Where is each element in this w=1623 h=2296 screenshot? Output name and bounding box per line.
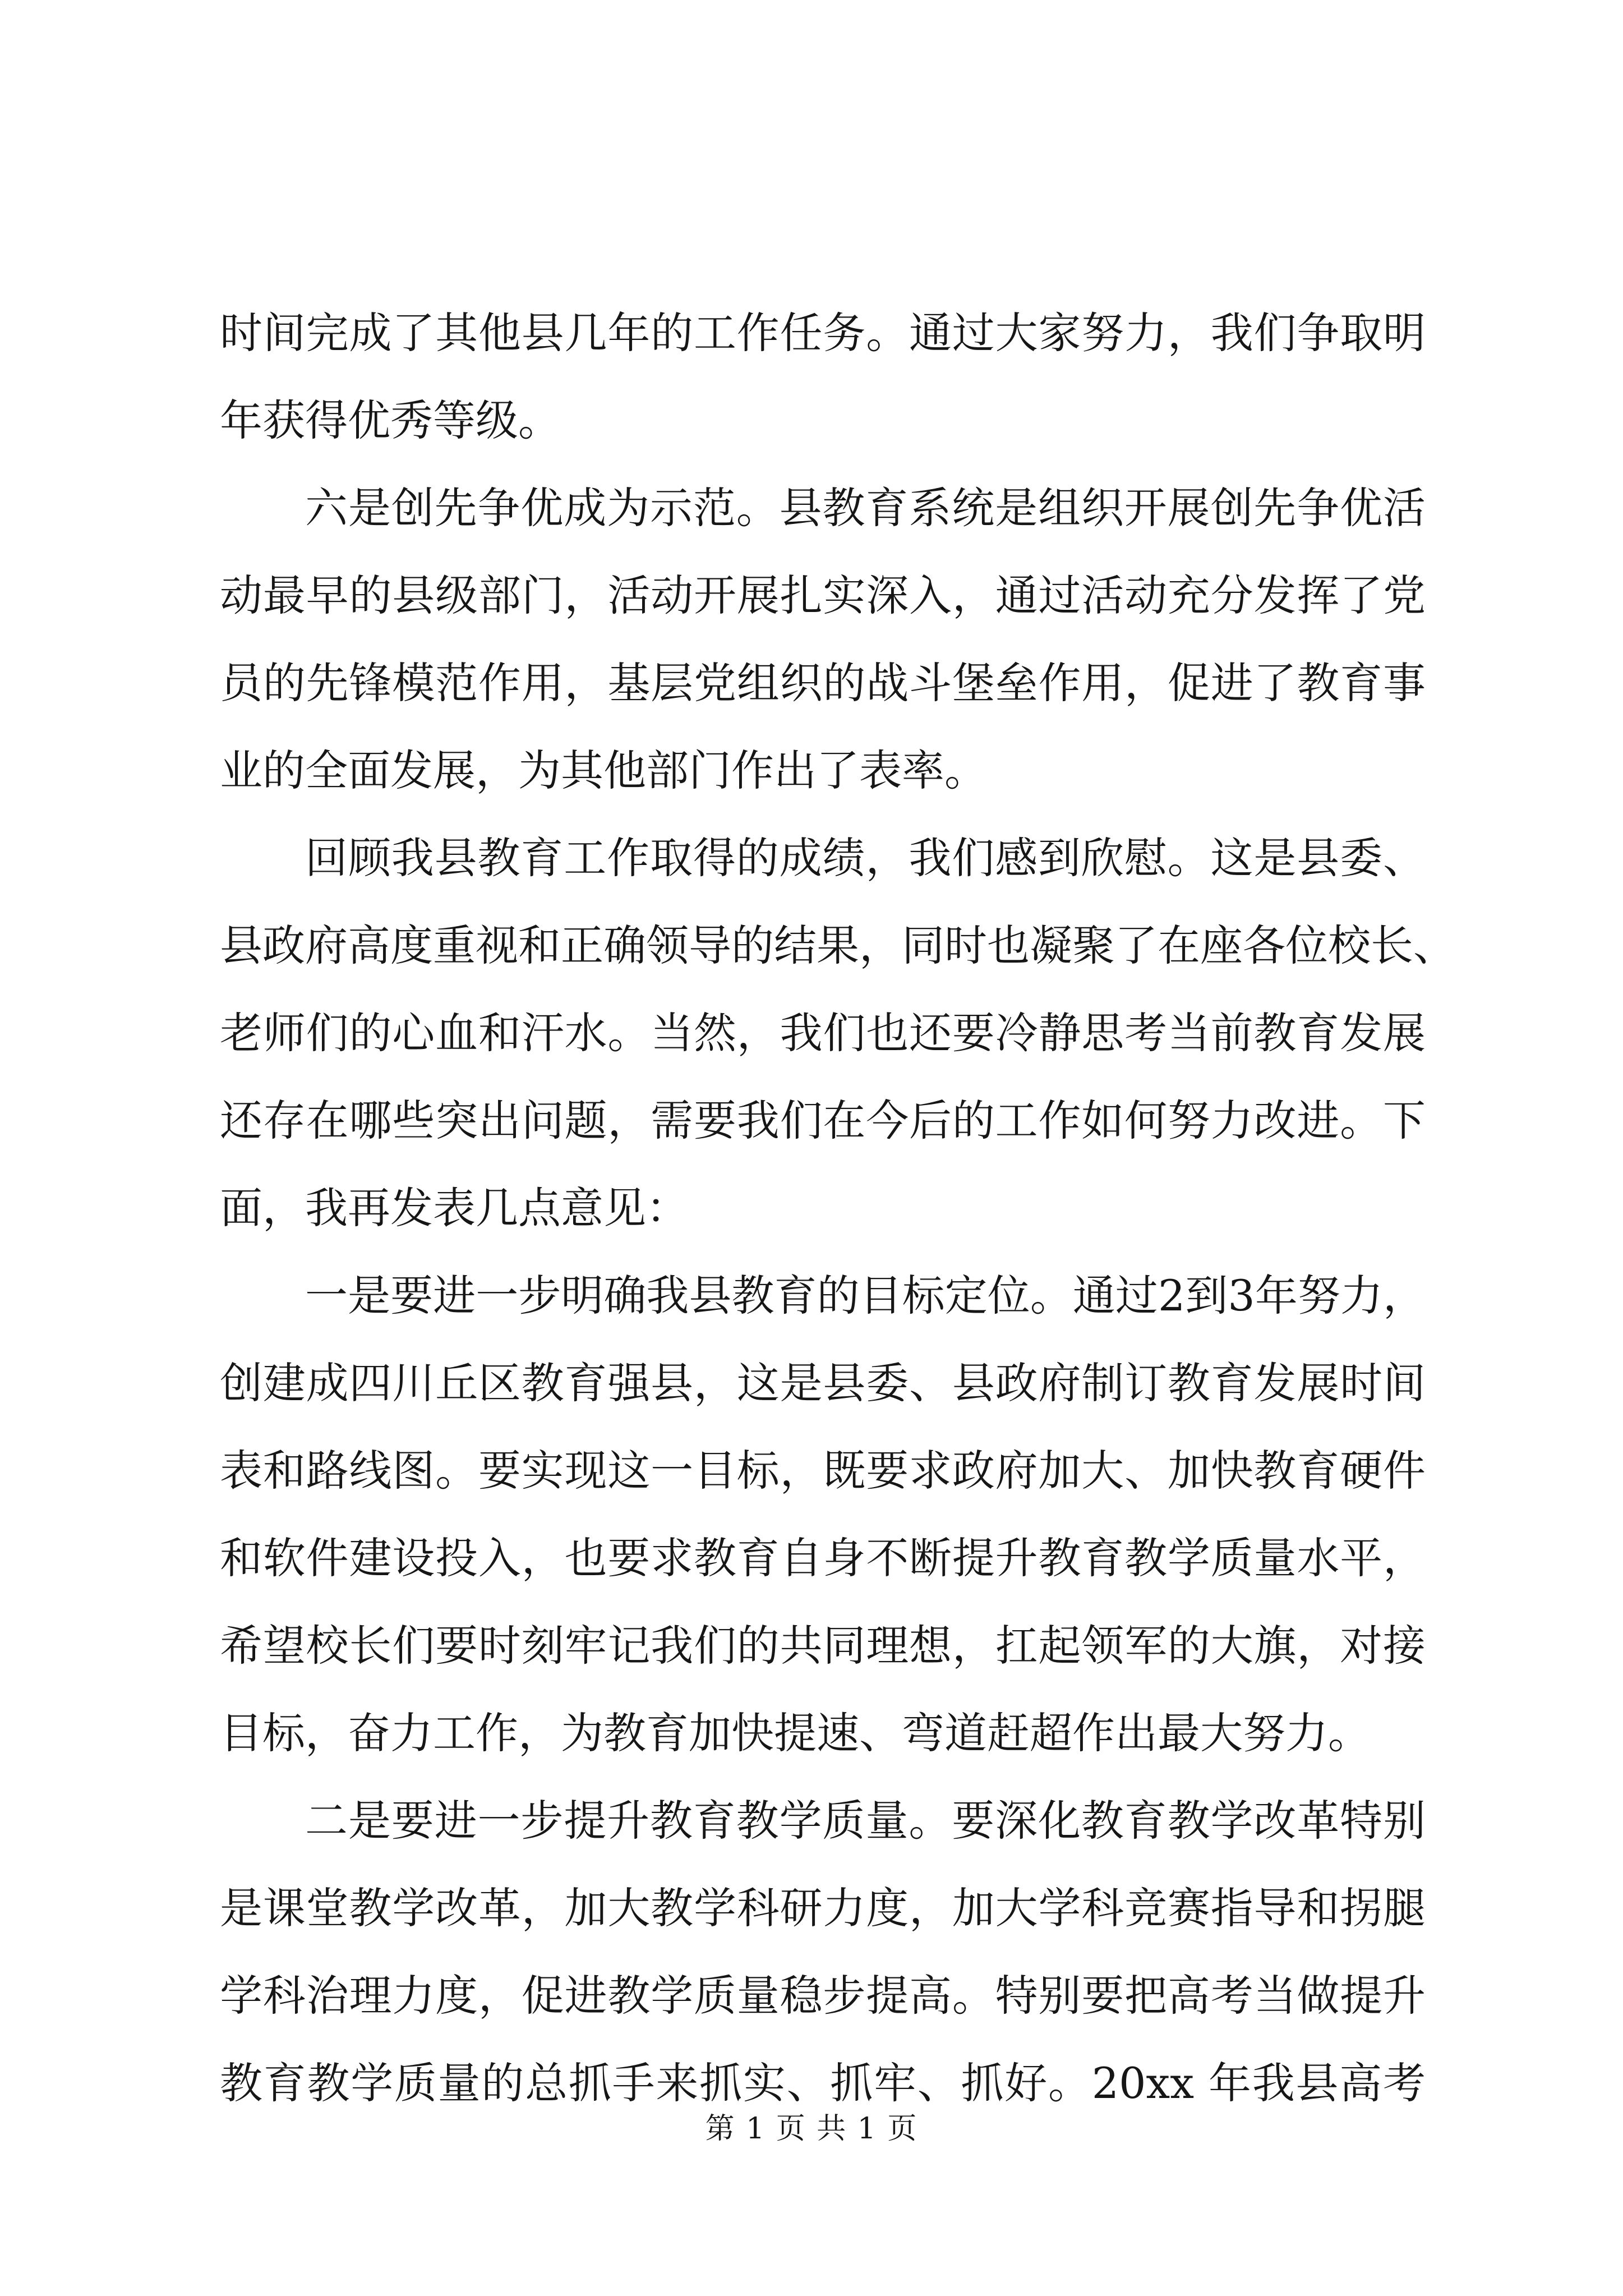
text-line: 是课堂教学改革，加大教学科研力度，加大学科竞赛指导和拐腿 <box>220 1883 1426 1933</box>
text-line: 和软件建设投入，也要求教育自身不断提升教育教学质量水平， <box>220 1533 1426 1583</box>
text-line: 面，我再发表几点意见： <box>220 1183 689 1233</box>
text-line: 还存在哪些突出问题，需要我们在今后的工作如何努力改进。下 <box>220 1096 1426 1145</box>
text-line: 动最早的县级部门，活动开展扎实深入，通过活动充分发挥了党 <box>220 570 1426 620</box>
text-line: 表和路线图。要实现这一目标，既要求政府加大、加快教育硬件 <box>220 1446 1426 1496</box>
text-line: 一是要进一步明确我县教育的目标定位。通过2到3年努力， <box>305 1271 1426 1320</box>
text-line: 老师们的心血和汗水。当然，我们也还要冷静思考当前教育发展 <box>220 1008 1426 1058</box>
text-line: 县政府高度重视和正确领导的结果，同时也凝聚了在座各位校长、 <box>220 921 1456 970</box>
text-line: 目标，奋力工作，为教育加快提速、弯道赶超作出最大努力。 <box>220 1708 1371 1758</box>
document-body <box>220 289 1456 2127</box>
text-line: 创建成四川丘区教育强县，这是县委、县政府制订教育发展时间 <box>220 1358 1426 1408</box>
text-line: 二是要进一步提升教育教学质量。要深化教育教学改革特别 <box>305 1796 1426 1846</box>
text-line: 学科治理力度，促进教学质量稳步提高。特别要把高考当做提升 <box>220 1971 1426 2021</box>
page-footer: 第 1 页 共 1 页 <box>705 2112 918 2146</box>
text-line: 希望校长们要时刻牢记我们的共同理想，扛起领军的大旗，对接 <box>220 1621 1426 1671</box>
text-line: 时间完成了其他县几年的工作任务。通过大家努力，我们争取明 <box>220 308 1426 358</box>
text-line: 员的先锋模范作用，基层党组织的战斗堡垒作用，促进了教育事 <box>220 658 1426 708</box>
text-line: 六是创先争优成为示范。县教育系统是组织开展创先争优活 <box>305 483 1426 533</box>
text-line: 教育教学质量的总抓手来抓实、抓牢、抓好。20xx 年我县高考 <box>220 2058 1426 2108</box>
text-line: 年获得优秀等级。 <box>220 395 561 445</box>
text-line: 回顾我县教育工作取得的成绩，我们感到欣慰。这是县委、 <box>305 833 1426 883</box>
text-line: 业的全面发展，为其他部门作出了表率。 <box>220 746 987 795</box>
